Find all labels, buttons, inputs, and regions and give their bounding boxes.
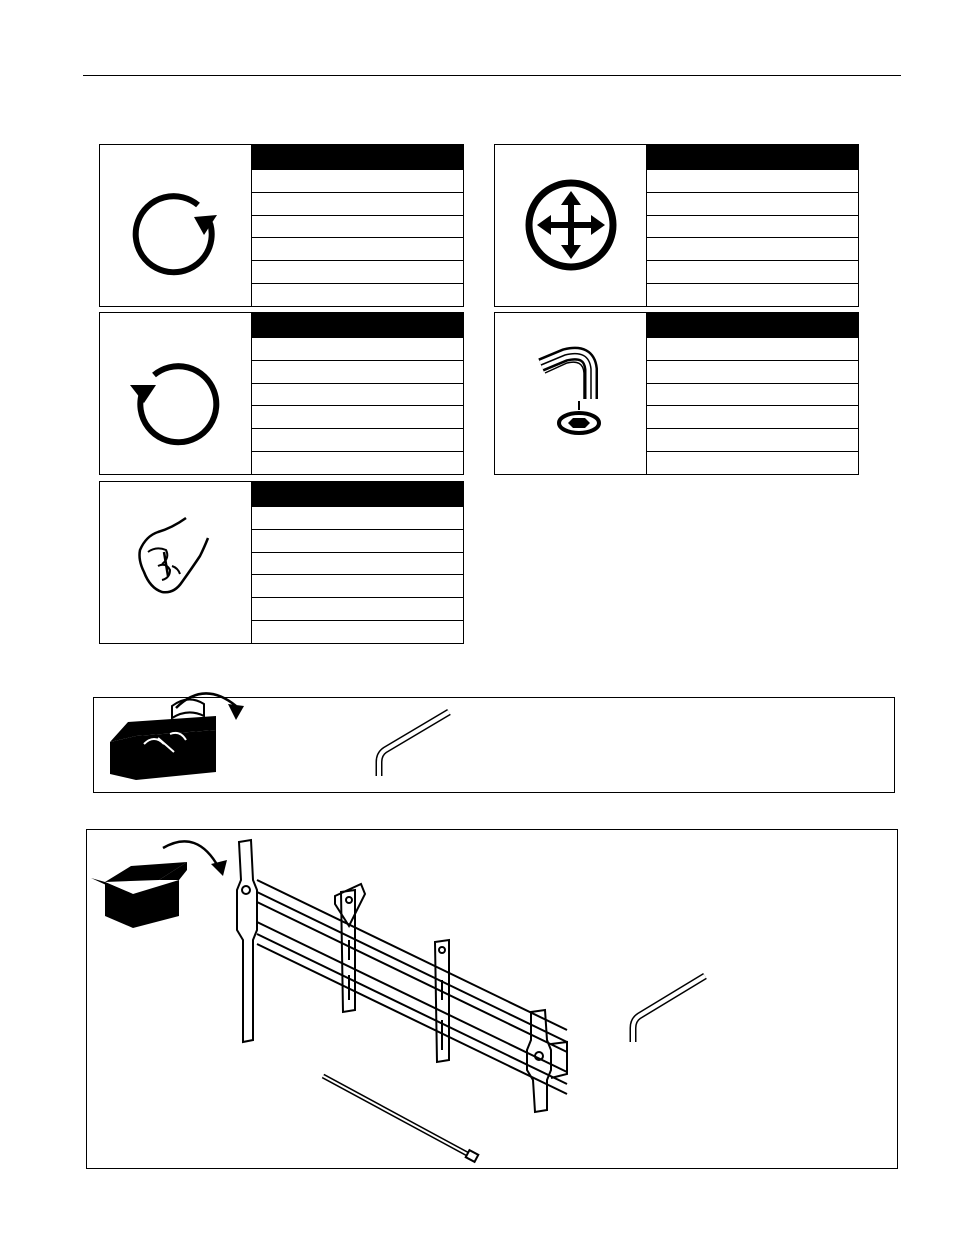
legend-row — [252, 428, 463, 451]
cable-tie — [323, 1076, 478, 1162]
legend-row — [252, 620, 463, 643]
legend-header — [647, 145, 858, 169]
legend-row — [647, 405, 858, 428]
parts-illustration — [87, 830, 897, 1168]
hex-key-icon — [633, 976, 705, 1042]
legend-header — [647, 313, 858, 337]
move-arrows-icon — [495, 145, 647, 306]
legend-row — [252, 260, 463, 283]
legend-row — [252, 337, 463, 360]
legend-header — [252, 482, 463, 506]
legend-row — [647, 383, 858, 406]
toolbox-icon — [104, 686, 264, 786]
legend-row — [647, 283, 858, 306]
legend-row — [647, 360, 858, 383]
counterclockwise-arrow-icon — [100, 313, 252, 474]
clockwise-arrow-icon — [100, 145, 252, 306]
legend-row — [252, 169, 463, 192]
legend-row — [647, 215, 858, 238]
legend-row — [647, 451, 858, 474]
legend-row — [252, 215, 463, 238]
parts-included-box — [86, 829, 898, 1169]
legend-row — [252, 405, 463, 428]
legend-counterclockwise — [99, 312, 464, 475]
open-box-icon — [91, 841, 227, 928]
hex-key-icon — [495, 313, 647, 474]
legend-row — [647, 337, 858, 360]
legend-row — [252, 383, 463, 406]
legend-row — [252, 552, 463, 575]
legend-row — [252, 597, 463, 620]
legend-row — [647, 169, 858, 192]
legend-move — [494, 144, 859, 307]
legend-row — [252, 529, 463, 552]
hand-tighten-icon — [100, 482, 252, 643]
legend-row — [252, 506, 463, 529]
wall-mount-bracket — [237, 840, 567, 1112]
legend-header — [252, 313, 463, 337]
legend-row — [252, 192, 463, 215]
legend-header — [252, 145, 463, 169]
header-rule — [83, 75, 901, 76]
legend-row — [252, 283, 463, 306]
legend-row — [252, 237, 463, 260]
tools-required-box — [93, 697, 895, 793]
legend-row — [647, 260, 858, 283]
legend-row — [252, 360, 463, 383]
legend-row — [252, 574, 463, 597]
legend-row — [647, 428, 858, 451]
legend-clockwise — [99, 144, 464, 307]
legend-hex-key — [494, 312, 859, 475]
hex-key-icon — [369, 706, 459, 781]
legend-row — [647, 237, 858, 260]
legend-hand-tighten — [99, 481, 464, 644]
legend-row — [252, 451, 463, 474]
legend-row — [647, 192, 858, 215]
